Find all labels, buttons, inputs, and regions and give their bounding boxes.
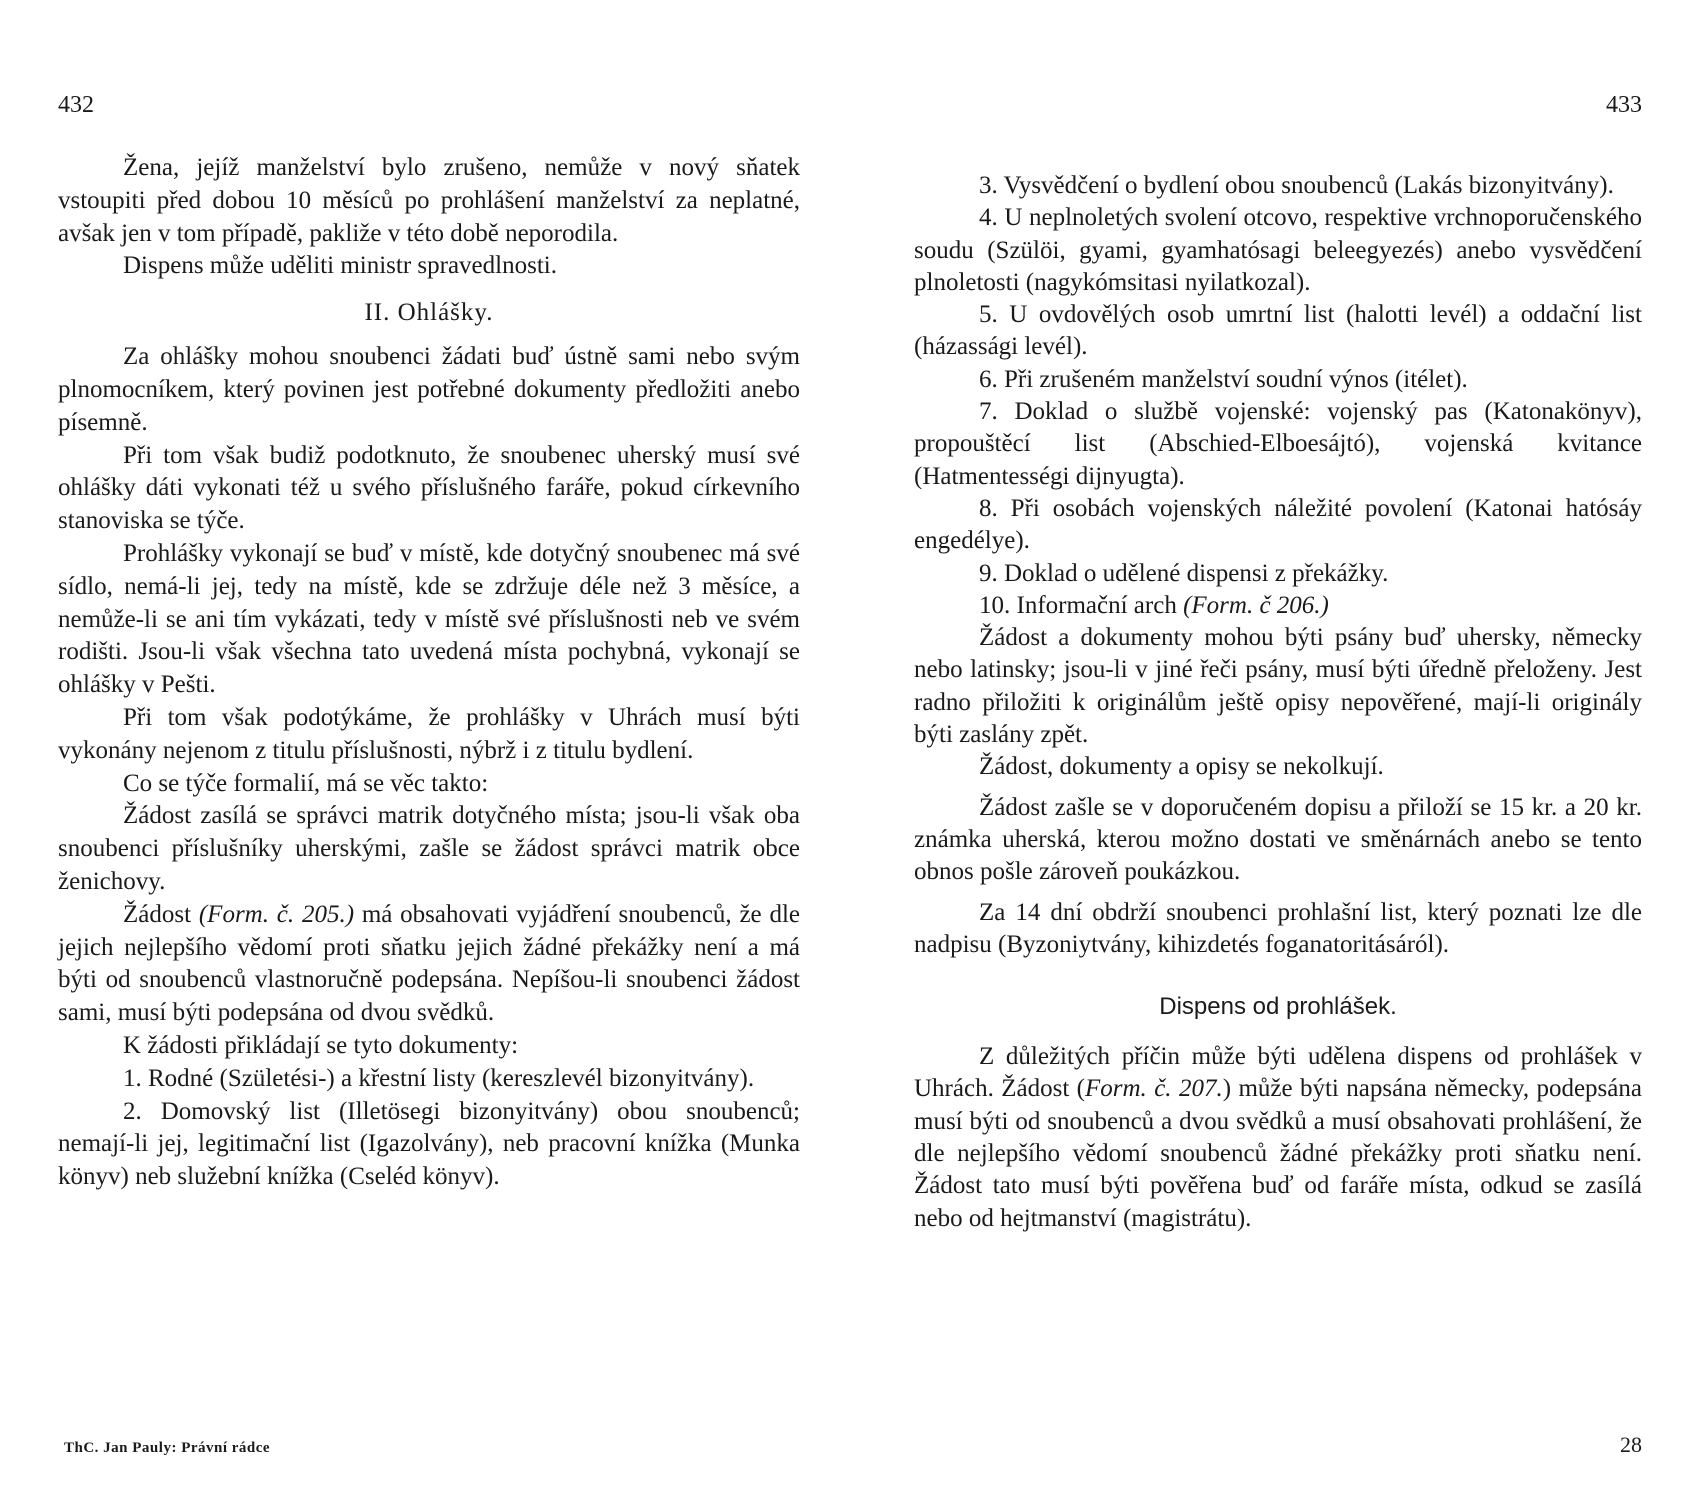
- list-item-birth-certificate: 1. Rodné (Születési-) a křestní listy (kereszlevél bizonyitvány).: [123, 1064, 755, 1092]
- spacer: [914, 889, 1642, 897]
- right-page: [850, 0, 1700, 1500]
- paragraph-banns-certificate: Za 14 dní obdrží snoubenci prohlašní list, který poznati lze dle nadpisu (Byzoniytvány, kihizdetés foganatoritásáról).: [914, 898, 1642, 958]
- dispens-banns-end: ) může býti napsána německy, podepsána musí býti od snoubenců a dvou svědků a musí obsahovati prohlášení, že dle nejlepšího vědomí snoubenců žádné překážky proti sňatku není. Žádost tato musí býti pověřena buď od faráře místa, odkud se zasílá nebo od hejtmanství (magistrátu).: [914, 1075, 1642, 1232]
- paragraph-registered-letter: Žádost zašle se v doporučeném dopisu a přiloží se 15 kr. a 20 kr. známka uherská, kterou možno dostati ve směnárnách anebo se tento obnos pošle zároveň poukázkou.: [914, 793, 1642, 886]
- paragraph-hungarian-groom: Při tom však budiž podotknuto, že snoubenec uherský musí své ohlášky dáti vykonati též u svého příslušného faráře, pokud církevního stanoviska se týče.: [58, 441, 800, 535]
- page-footer: [64, 1432, 1642, 1462]
- paragraph-document-languages: Žádost a dokumenty mohou býti psány buď uhersky, německy nebo latinsky; jsou-li v jiné řeči psány, musí býti úředně přeloženy. Jest radno přiložiti k originálům ještě opisy nepověřené, mají-li originály býti zaslány zpět.: [914, 624, 1642, 749]
- list-item-residence-certificate: 3. Vysvědčení o bydlení obou snoubenců (Lakás bizonyitvány).: [979, 172, 1614, 199]
- paragraph-send-request: Žádost zasílá se správci matrik dotyčného místa; jsou-li však oba snoubenci příslušníky uherskými, zašle se žádost správci matrik obce ženichovy.: [58, 802, 800, 895]
- paragraph-dispens-minister: Dispens může uděliti ministr spravedlnosti.: [123, 252, 557, 280]
- information-sheet-label: 10. Informační arch: [979, 591, 1184, 619]
- form-reference-207: Form. č. 207.: [1085, 1075, 1223, 1103]
- paragraph-banns-hungary: Při tom však podotýkáme, že prohlášky v Uhrách musí býti vykonány nejenom z titulu příslušnosti, nýbrž i z titulu bydlení.: [58, 703, 800, 764]
- list-item-annulled-marriage: 6. Při zrušeném manželství soudní výnos (itélet).: [979, 365, 1468, 393]
- paragraph-dispens-banns: [914, 1041, 1642, 1235]
- footer-sheet-number: 28: [1620, 1432, 1642, 1457]
- list-item-minors-consent: 4. U neplnoletých svolení otcovo, respektive vrchnoporučenského soudu (Szülöi, gyami, gyamhatósagi beleegyezés) anebo vysvědčení plnoletosti (nagykómsitasi nyilatkozal).: [914, 204, 1642, 296]
- paragraph-banns-place: Prohlášky vykonají se buď v místě, kde dotyčný snoubenec má své sídlo, nemá-li jej, tedy na místě, kde se zdržuje déle než 3 měsíce, a nemůže-li se ani tím vykázati, tedy v místě své příslušnosti neb ve svém rodišti. Jsou-li však všechna tato uvedená místa pochybná, vykonají se ohlášky v Pešti.: [58, 539, 800, 699]
- list-item-widowed-persons: 5. U ovdovělých osob umrtní list (halotti levél) a oddační list (házassági levél).: [914, 301, 1642, 361]
- form-reference-205: (Form. č. 205.): [198, 900, 355, 928]
- paragraph-remarriage: Žena, jejíž manželství bylo zrušeno, nemůže v nový sňatek vstoupiti před dobou 10 měsíců po prohlášení manželství za neplatné, avšak jen v tom případě, pakliže v této době neporodila.: [58, 154, 800, 247]
- form-reference-206: (Form. č 206.): [1183, 591, 1329, 619]
- paragraph-documents-intro: K žádosti přikládají se tyto dokumenty:: [123, 1031, 519, 1059]
- paragraph-formalities: Co se týče formalií, má se věc takto:: [123, 769, 489, 797]
- list-item-information-sheet: [914, 590, 1642, 622]
- dispens-banns-start: Z důležitých příčin může býti udělena dispens od prohlášek v Uhrách. Žádost (: [914, 1043, 1642, 1103]
- list-item-dispensation-proof: 9. Doklad o udělené dispensi z překážky.: [979, 559, 1389, 587]
- paragraph-no-stamp-duty: Žádost, dokumenty a opisy se nekolkují.: [979, 753, 1384, 781]
- list-item-domicile-certificate: 2. Domovský list (Illetösegi bizonyitvány) obou snoubenců; nemají-li jej, legitimační list (Igazolvány), neb pracovní knížka (Munka könyv) neb služební knížka (Cseléd könyv).: [58, 1097, 800, 1191]
- paragraph-request-content: [58, 899, 800, 1030]
- page-number-left: 432: [58, 92, 94, 118]
- request-content-end: má obsahovati vyjádření snoubenců, že dle jejich nejlepšího vědomí proti sňatku jejich žádné překážky není a má býti od snoubenců vlastnoručně podepsána. Nepíšou-li snoubenci žádost sami, musí býti podepsána od dvou svědků.: [58, 900, 800, 1027]
- page-number-right: 433: [1606, 92, 1642, 118]
- section-heading-ohlasky: II. Ohlášky.: [364, 299, 494, 327]
- footer-credit: ThC. Jan Pauly: Právní rádce: [64, 1440, 271, 1456]
- section-heading-dispens: Dispens od prohlášek.: [1159, 993, 1397, 1021]
- list-item-military-service: 7. Doklad o službě vojenské: vojenský pas (Katonakönyv), propouštěcí list (Abschied-Elboesájtó), vojenská kvitance (Hatmentességi dijnyugta).: [914, 398, 1642, 490]
- spacer: [914, 784, 1642, 792]
- request-content-start: Žádost: [123, 900, 199, 928]
- list-item-military-permit: 8. Při osobách vojenských náležité povolení (Katonai hatósáy engedélye).: [914, 494, 1642, 555]
- paragraph-request-banns: Za ohlášky mohou snoubenci žádati buď ústně sami nebo svým plnomocníkem, který povinen jest potřebné dokumenty předložiti anebo písemně.: [58, 343, 800, 436]
